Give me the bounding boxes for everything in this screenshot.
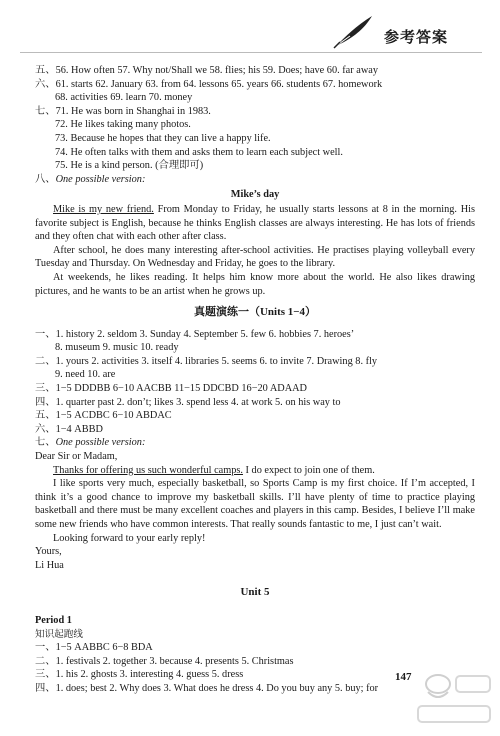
- answer-line: 五、1−5 ACDBC 6−10 ABDAC: [35, 410, 172, 422]
- letter-signature: Li Hua: [35, 559, 64, 571]
- answer-line: 74. He often talks with them and asks them to learn each subject well.: [55, 146, 343, 158]
- watermark-logo-icon: [408, 662, 498, 732]
- letter-paragraph: [35, 464, 475, 478]
- letter-underlined-sentence: Thanks for offering us such wonderful camps.: [53, 464, 243, 476]
- section-number: 八、: [35, 173, 56, 185]
- essay-paragraph-text: From Monday to Friday, he usually starts lessons at 8 in the morning. His favorite subject is English, because he thinks English classes are always interesting. He has lots of friends and they often chat with each other after class.: [35, 203, 476, 243]
- letter-greeting: Dear Sir or Madam,: [35, 451, 118, 463]
- essay-underlined-sentence: Mike is my new friend.: [53, 203, 154, 215]
- header-divider: [20, 52, 482, 53]
- letter-paragraph: Looking forward to your early reply!: [53, 532, 206, 544]
- answer-line: 72. He likes taking many photos.: [55, 119, 191, 131]
- answer-line: 一、1. history 2. seldom 3. Sunday 4. September 5. few 6. hobbies 7. heroes’: [35, 328, 355, 340]
- period-subtitle: 知识起跑线: [35, 628, 83, 640]
- section-label: [35, 436, 475, 450]
- answer-line: 三、1. his 2. ghosts 3. interesting 4. guess 5. dress: [35, 669, 244, 681]
- answer-line: 三、1−5 DDDBB 6−10 AACBB 11−15 DDCBD 16−20 ADAAD: [35, 383, 307, 395]
- answer-line: 8. museum 9. music 10. ready: [55, 342, 179, 354]
- answer-line: 六、61. starts 62. January 63. from 64. lessons 65. years 66. students 67. homework: [35, 78, 383, 90]
- letter-paragraph: I like sports very much, especially basketball, so Sports Camp is my first choice. If I’m accepted, I think it’s a good chance to improve my basketball skills. I’ll have plenty of time to practice playing basketball and there must be many excellent coaches and players in this camp. Besides, I believe I’ll make some new friends who have common interests. That really sounds fantastic to me, I just can’t wait.: [35, 478, 475, 530]
- answer-line: 二、1. festivals 2. together 3. because 4. presents 5. Christmas: [35, 655, 294, 667]
- essay-paragraph: [35, 203, 475, 244]
- answer-line: 68. activities 69. learn 70. money: [55, 92, 193, 104]
- essay-paragraph: After school, he does many interesting after-school activities. He practises playing volleyball every Tuesday and Thursday. On Wednesday and Friday, he goes to the library.: [35, 244, 475, 270]
- answer-line: 六、1−4 ABBD: [35, 423, 103, 435]
- section-number: 七、: [35, 437, 56, 449]
- answer-line: 五、56. How often 57. Why not/Shall we 58. flies; his 59. Does; have 60. far away: [35, 65, 378, 76]
- answer-line: 四、1. quarter past 2. don’t; likes 3. spend less 4. at work 5. on his way to: [35, 396, 341, 408]
- answer-line: 75. He is a kind person. (合理即可): [55, 160, 204, 172]
- answer-line: 9. need 10. are: [55, 369, 116, 381]
- page-header: [332, 22, 482, 50]
- answer-content: [35, 64, 475, 696]
- section-version-label: One possible version:: [55, 173, 146, 185]
- header-title: 参考答案: [384, 28, 449, 46]
- answer-line: 四、1. does; best 2. Why does 3. What does he dress 4. Do you buy any 5. buy; for: [35, 682, 379, 694]
- answer-line: 七、71. He was born in Shanghai in 1983.: [35, 105, 211, 117]
- section-label: [35, 173, 475, 187]
- section-version-label: One possible version:: [55, 437, 146, 449]
- page-number: 147: [395, 671, 412, 683]
- answer-line: 73. Because he hopes that they can live a happy life.: [55, 132, 271, 144]
- period-title: Period 1: [35, 614, 72, 626]
- answer-line: 二、1. yours 2. activities 3. itself 4. libraries 5. seems 6. to invite 7. Drawing 8. fly: [35, 355, 378, 367]
- section-title: 真题演练一（Units 1−4）: [193, 306, 317, 319]
- unit-title: Unit 5: [240, 586, 270, 599]
- feather-pen-icon: [332, 14, 376, 50]
- essay-title: Mike’s day: [230, 189, 280, 201]
- answer-line: 一、1−5 AABBC 6−8 BDA: [35, 642, 153, 654]
- letter-paragraph-text: I do expect to join one of them.: [242, 464, 375, 476]
- letter-closing: Yours,: [35, 546, 62, 558]
- essay-paragraph: At weekends, he likes reading. It helps him know more about the world. He also likes drawing pictures, and he wants to be an artist when he grows up.: [35, 271, 475, 297]
